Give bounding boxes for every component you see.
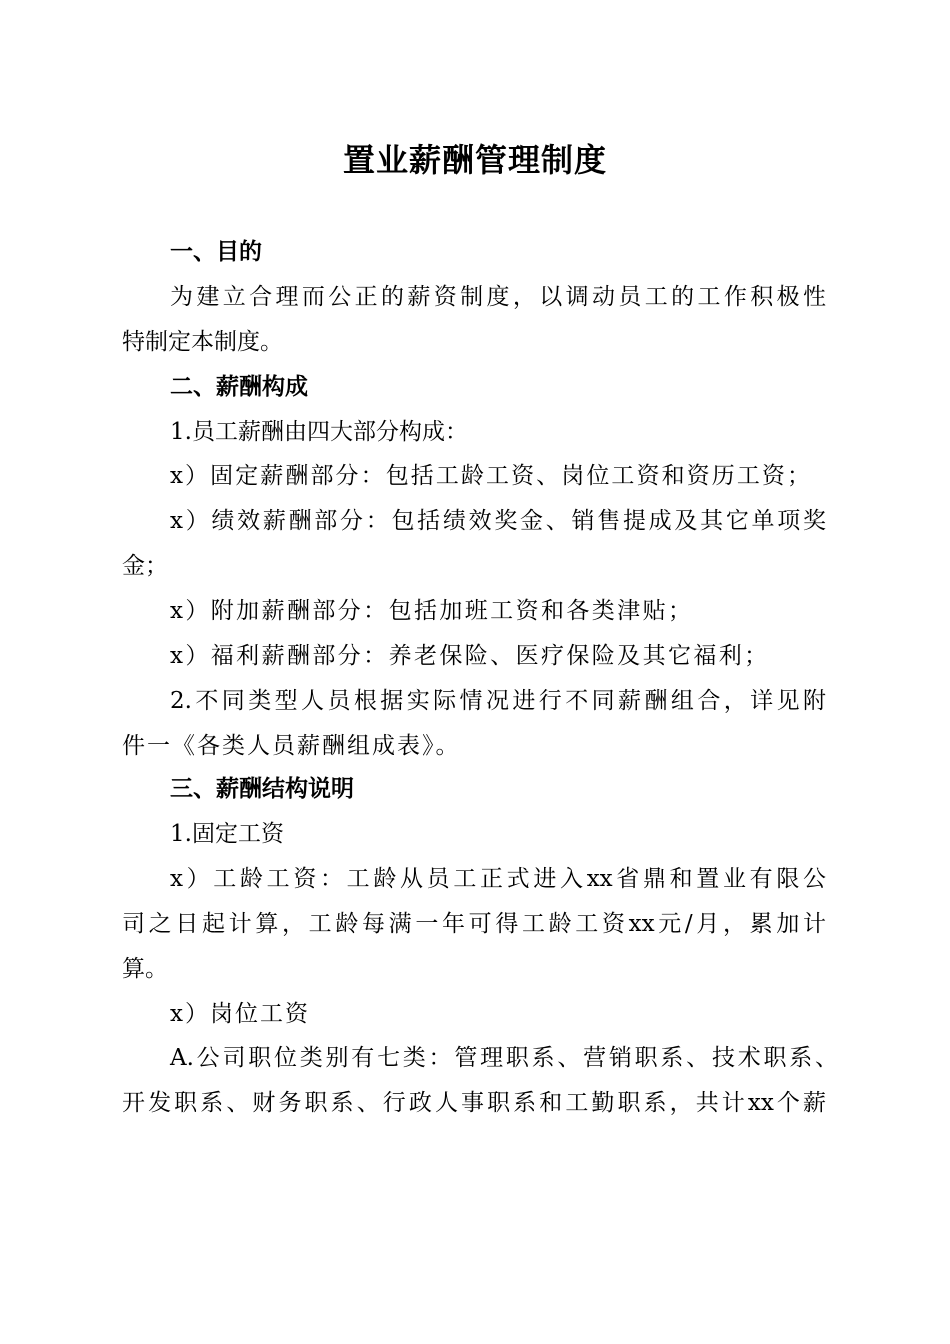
paragraph-line: 2.不同类型人员根据实际情况进行不同薪酬组合，详见附 [170, 688, 826, 714]
list-item: x）附加薪酬部分：包括加班工资和各类津贴； [170, 598, 694, 624]
list-item: x）绩效薪酬部分：包括绩效奖金、销售提成及其它单项奖 [170, 508, 826, 534]
document-title: 置业薪酬管理制度 [342, 141, 607, 179]
paragraph-line: 司之日起计算，工龄每满一年可得工龄工资xx元/月，累加计 [122, 911, 826, 937]
section-heading-purpose: 一、目的 [170, 239, 262, 265]
paragraph-line: 件一《各类人员薪酬组成表》。 [122, 733, 461, 759]
list-item: x）福利薪酬部分：养老保险、医疗保险及其它福利； [170, 643, 770, 669]
list-item: x）固定薪酬部分：包括工龄工资、岗位工资和资历工资； [170, 463, 810, 489]
paragraph-line: 1.员工薪酬由四大部分构成： [170, 419, 468, 445]
section-heading-structure: 三、薪酬结构说明 [170, 776, 354, 802]
paragraph-line: 为建立合理而公正的薪资制度，以调动员工的工作积极性 [170, 284, 826, 310]
paragraph-line: 特制定本制度。 [122, 329, 283, 355]
list-item: x）岗位工资 [170, 1001, 310, 1027]
paragraph-line: 算。 [122, 956, 168, 982]
subsection-heading: 1.固定工资 [170, 821, 284, 847]
list-item: x）工龄工资：工龄从员工正式进入xx省鼎和置业有限公 [170, 866, 826, 892]
paragraph-line: 开发职系、财务职系、行政人事职系和工勤职系，共计xx个薪 [122, 1090, 826, 1116]
section-heading-composition: 二、薪酬构成 [170, 374, 308, 400]
paragraph-line: A.公司职位类别有七类：管理职系、营销职系、技术职系、 [170, 1045, 838, 1071]
paragraph-line: 金； [122, 553, 168, 579]
